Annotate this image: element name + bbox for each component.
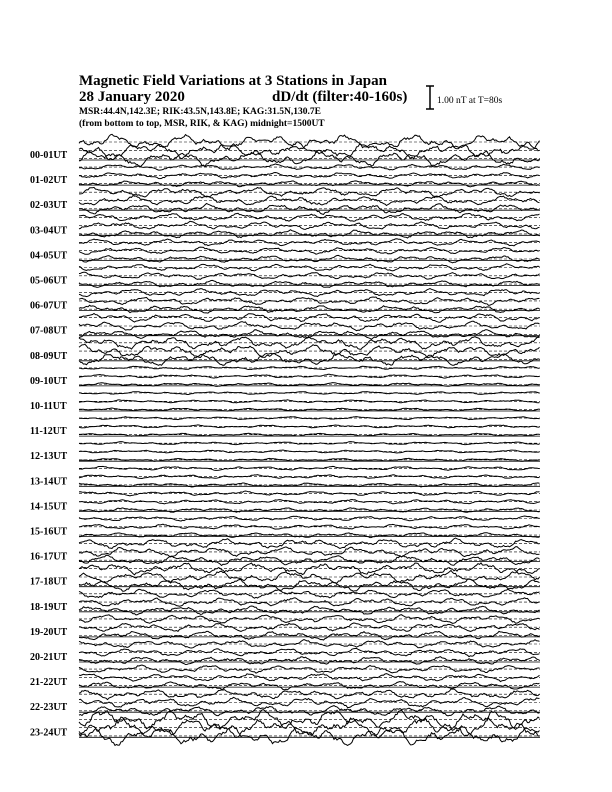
stations-label: MSR:44.4N,142.3E; RIK:43.5N,143.8E; KAG:31.5N,130.7E <box>79 107 321 117</box>
hour-row <box>30 563 540 591</box>
trace-rik <box>79 173 540 179</box>
row-label: 03-04UT <box>30 225 68 237</box>
hour-row <box>30 289 540 314</box>
hour-row <box>30 213 540 238</box>
row-label: 10-11UT <box>30 401 67 412</box>
row-label: 19-20UT <box>30 626 68 638</box>
hour-row <box>30 417 540 438</box>
scale-bar <box>426 86 502 109</box>
row-label: 07-08UT <box>30 325 68 337</box>
hour-row <box>30 589 540 615</box>
trace-rows <box>30 134 540 745</box>
row-label: 04-05UT <box>30 250 68 262</box>
hour-row <box>30 336 540 365</box>
hour-row <box>30 442 540 463</box>
hour-row <box>30 615 540 640</box>
date-label: 28 January 2020 <box>79 89 185 105</box>
row-label: 22-23UT <box>30 702 68 714</box>
trace-msr <box>79 204 540 215</box>
row-label: 16-17UT <box>30 551 68 563</box>
row-label: 23-24UT <box>30 727 68 739</box>
row-label: 00-01UT <box>30 150 68 161</box>
scale-bar-label: 1.00 nT at T=80s <box>437 96 503 106</box>
hour-row <box>30 538 540 565</box>
trace-kag <box>79 392 540 395</box>
row-label: 15-16UT <box>30 526 68 538</box>
hour-row <box>30 640 540 665</box>
hour-row <box>30 134 540 166</box>
row-label: 14-15UT <box>30 501 68 513</box>
hour-row <box>30 264 540 288</box>
trace-kag <box>79 366 540 369</box>
hour-row <box>30 516 540 538</box>
trace-msr <box>79 353 540 365</box>
trace-msr <box>79 726 540 746</box>
chart-title: Magnetic Field Variations at 3 Stations in Japan <box>79 73 387 89</box>
trace-kag <box>79 689 540 700</box>
hour-row <box>30 392 540 412</box>
hour-row <box>30 239 540 263</box>
row-label: 05-06UT <box>30 275 68 287</box>
row-label: 02-03UT <box>30 200 68 212</box>
row-label: 21-22UT <box>30 677 68 689</box>
hour-row <box>30 710 540 746</box>
hour-row <box>30 187 540 214</box>
row-label: 01-02UT <box>30 175 68 187</box>
hour-row <box>30 689 540 716</box>
order-label: (from bottom to top, MSR, RIK, & KAG) midnight=1500UT <box>79 119 325 129</box>
hour-row <box>30 314 540 340</box>
row-label: 17-18UT <box>30 576 68 588</box>
hour-row <box>30 466 540 487</box>
row-label: 11-12UT <box>30 426 67 438</box>
hour-row <box>30 366 540 387</box>
row-label: 12-13UT <box>30 451 68 463</box>
row-label: 08-09UT <box>30 350 68 362</box>
quantity-label: dD/dt (filter:40-160s) <box>272 89 408 105</box>
row-label: 09-10UT <box>30 375 68 387</box>
hour-row <box>30 164 540 187</box>
row-label: 20-21UT <box>30 652 68 663</box>
row-label: 18-19UT <box>30 601 68 613</box>
hour-row <box>30 491 540 512</box>
row-label: 06-07UT <box>30 300 68 312</box>
hour-row <box>30 665 540 690</box>
row-label: 13-14UT <box>30 476 68 488</box>
